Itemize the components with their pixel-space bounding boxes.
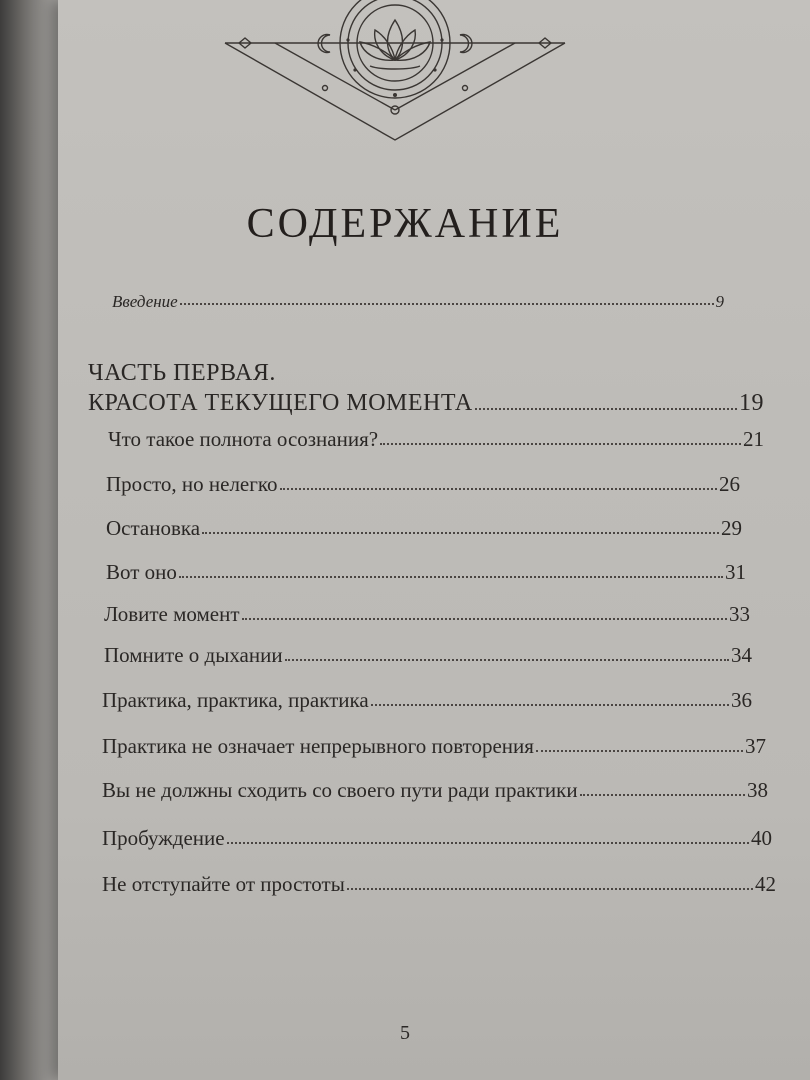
lotus-mandala-icon bbox=[215, 0, 575, 150]
toc-page-number: 42 bbox=[755, 872, 776, 896]
part-title-line1: ЧАСТЬ ПЕРВАЯ. bbox=[88, 360, 276, 386]
toc-row[interactable] bbox=[106, 472, 740, 497]
toc-label: Остановка bbox=[106, 516, 201, 540]
toc-row-intro[interactable] bbox=[112, 292, 724, 312]
dot-leader bbox=[380, 443, 741, 445]
dot-leader bbox=[475, 408, 737, 410]
toc-row[interactable] bbox=[106, 516, 742, 541]
page-title: СОДЕРЖАНИЕ bbox=[246, 201, 564, 247]
toc-page-number: 19 bbox=[739, 390, 764, 416]
dot-leader bbox=[280, 488, 717, 490]
toc-page-number: 29 bbox=[721, 516, 742, 540]
toc-page-number: 34 bbox=[731, 643, 752, 667]
toc-label: Практика, практика, практика bbox=[102, 688, 369, 712]
toc-page-number: 31 bbox=[725, 560, 746, 584]
part-title-line2: КРАСОТА ТЕКУЩЕГО МОМЕНТА bbox=[88, 390, 473, 416]
toc-row[interactable] bbox=[102, 734, 766, 759]
page-number: 5 bbox=[400, 1022, 410, 1044]
toc-label: Не отступайте от простоты bbox=[102, 872, 345, 896]
dot-leader bbox=[371, 704, 729, 706]
toc-page-number: 36 bbox=[731, 688, 752, 712]
toc-row[interactable] bbox=[104, 643, 752, 668]
dot-leader bbox=[227, 842, 749, 844]
toc-label: Ловите момент bbox=[104, 602, 240, 626]
toc-page-number: 40 bbox=[751, 826, 772, 850]
dot-leader bbox=[347, 888, 753, 890]
toc-row[interactable] bbox=[106, 560, 746, 585]
dot-leader bbox=[180, 303, 714, 305]
dot-leader bbox=[202, 532, 719, 534]
toc-page-number: 26 bbox=[719, 472, 740, 496]
toc-page-number: 37 bbox=[745, 734, 766, 758]
toc-label: Что такое полнота осознания? bbox=[108, 427, 379, 451]
dot-leader bbox=[242, 618, 727, 620]
dot-leader bbox=[179, 576, 723, 578]
toc-label: Просто, но нелегко bbox=[106, 472, 278, 496]
toc-row[interactable] bbox=[102, 778, 768, 803]
toc-row[interactable] bbox=[102, 688, 752, 713]
dot-leader bbox=[285, 659, 729, 661]
toc-row[interactable] bbox=[104, 602, 750, 627]
dot-leader bbox=[536, 750, 743, 752]
toc-page-number: 33 bbox=[729, 602, 750, 626]
toc-label: Вот оно bbox=[106, 560, 177, 584]
toc-label: Вы не должны сходить со своего пути ради практики bbox=[102, 778, 578, 802]
toc-row[interactable] bbox=[102, 872, 776, 897]
toc-label: Помните о дыхании bbox=[104, 643, 283, 667]
toc-label: Пробуждение bbox=[102, 826, 225, 850]
toc-row[interactable] bbox=[102, 826, 772, 851]
toc-page-number: 21 bbox=[743, 427, 764, 451]
toc-row[interactable] bbox=[108, 427, 764, 452]
toc-label: Практика не означает непрерывного повторения bbox=[102, 734, 534, 758]
toc-page-number: 9 bbox=[715, 292, 724, 311]
toc-page-number: 38 bbox=[747, 778, 768, 802]
dot-leader bbox=[580, 794, 745, 796]
toc-label: Введение bbox=[112, 292, 178, 311]
toc-row-part[interactable] bbox=[88, 390, 764, 417]
